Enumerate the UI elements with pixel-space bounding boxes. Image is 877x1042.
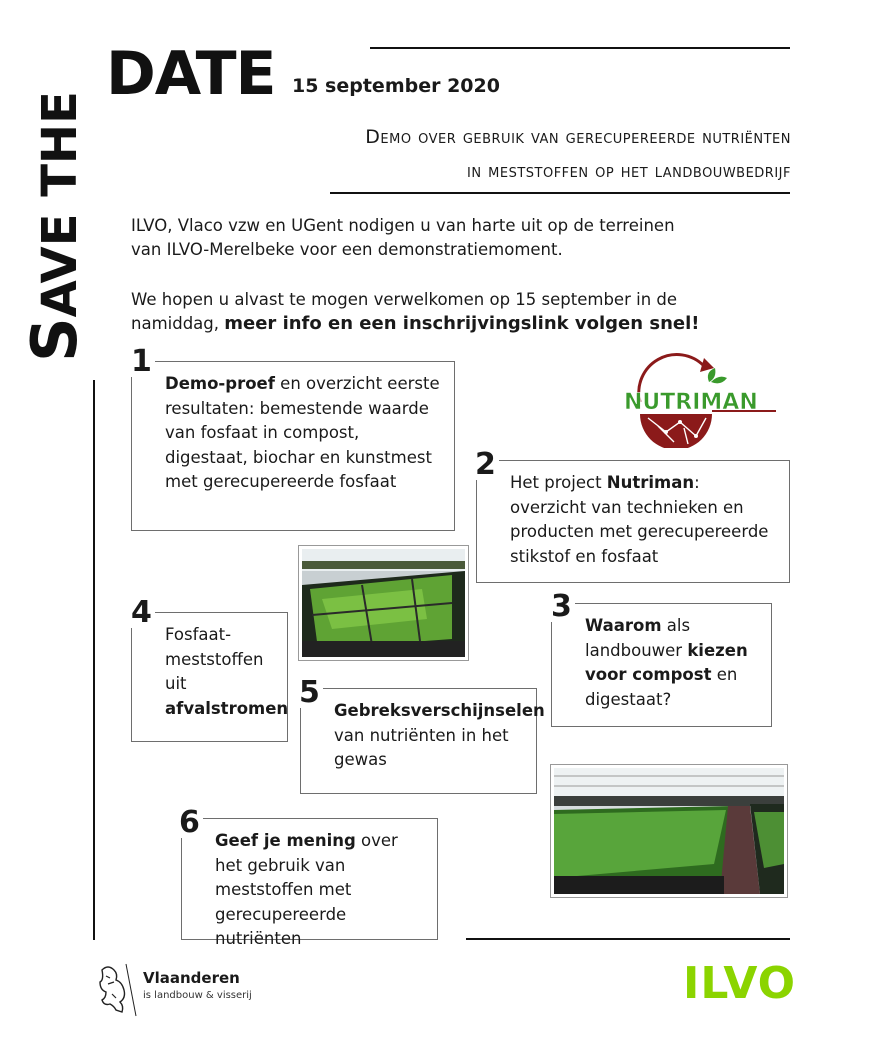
bottom-rule — [466, 938, 790, 940]
greenhouse-photo-2-image — [554, 768, 784, 894]
ilvo-logo: ILVO — [683, 958, 797, 1009]
item-box-4 — [131, 612, 288, 742]
item-3-bold2: kiezen voor compost — [585, 640, 748, 684]
vlaanderen-name: Vlaanderen — [143, 969, 240, 987]
event-date: 15 september 2020 — [292, 75, 500, 97]
nutriman-logo-graphic — [618, 352, 783, 448]
item-2-text: : overzicht van technieken en producten met gerecupereerde stikstof en fosfaat — [510, 473, 769, 566]
greenhouse-photo-2 — [550, 764, 788, 898]
item-number-2: 2 — [472, 450, 499, 480]
subtitle-rule — [330, 192, 790, 194]
item-box-2 — [476, 460, 790, 583]
item-5-bold: Gebreksverschijnselen — [334, 701, 545, 720]
item-box-5 — [300, 688, 545, 794]
item-2-bold: Nutriman — [606, 473, 695, 492]
greenhouse-photo-1 — [298, 545, 469, 661]
item-number-3: 3 — [548, 592, 575, 622]
greenhouse-photo-1-image — [302, 549, 465, 657]
save-the-initial: S — [18, 317, 91, 362]
item-box-3 — [551, 603, 772, 727]
item-5-text: van nutriënten in het gewas — [334, 725, 509, 769]
vlaanderen-tagline: is landbouw & visserij — [143, 990, 252, 1001]
item-number-5: 5 — [296, 678, 323, 708]
date-heading: DATE — [106, 39, 276, 109]
item-3-mid: als landbouwer — [585, 616, 691, 660]
subtitle-line-2: in meststoffen op het landbouwbedrijf — [467, 160, 791, 182]
intro-paragraph-2 — [131, 288, 771, 336]
item-6-text: over het gebruik van meststoffen met gerecupereerde nutriënten — [215, 831, 398, 948]
item-3-bold: Waarom — [585, 616, 662, 635]
subtitle — [365, 120, 791, 188]
intro-p1-line1: ILVO, Vlaco vzw en UGent nodigen u van harte uit op de terreinen — [131, 216, 675, 235]
nutriman-logo — [618, 352, 783, 452]
top-rule — [370, 47, 790, 49]
save-the-vertical — [18, 91, 91, 362]
subtitle-line-1: Demo over gebruik van gerecupereerde nutriënten — [365, 126, 791, 148]
intro-p1-line2: van ILVO-Merelbeke voor een demonstratiemoment. — [131, 240, 563, 259]
vertical-rule — [93, 380, 95, 940]
item-number-4: 4 — [128, 598, 155, 628]
item-2-pre: Het project — [510, 473, 607, 492]
intro-paragraph-1 — [131, 214, 771, 262]
vlaanderen-lion-icon — [94, 962, 138, 1022]
vlaanderen-lion-graphic — [94, 962, 138, 1018]
intro-p2-plain: namiddag, — [131, 314, 225, 333]
item-1-text: en overzicht eerste resultaten: bemestende waarde van fosfaat in compost, digestaat, biochar en kunstmest met gerecupereerde fosfaat — [165, 374, 440, 491]
item-3-text: en digestaat? — [585, 665, 738, 709]
item-6-bold: Geef je mening — [215, 831, 356, 850]
item-4-pre: Fosfaat-meststoffen uit — [165, 625, 264, 693]
item-number-1: 1 — [128, 347, 155, 377]
intro-p2-bold: meer info en een inschrijvingslink volgen snel! — [224, 313, 700, 334]
item-number-6: 6 — [176, 808, 203, 838]
item-box-6 — [181, 818, 438, 948]
intro-p2-line2 — [131, 312, 771, 336]
item-box-1 — [131, 361, 455, 531]
save-the-rest: AVE THE — [32, 91, 88, 318]
item-4-bold: afvalstromen — [165, 698, 289, 718]
nutriman-wordmark: NUTRIMAN — [624, 390, 758, 415]
intro-p2-line1: We hopen u alvast te mogen verwelkomen op 15 september in de — [131, 290, 678, 309]
item-1-bold: Demo-proef — [165, 374, 275, 393]
